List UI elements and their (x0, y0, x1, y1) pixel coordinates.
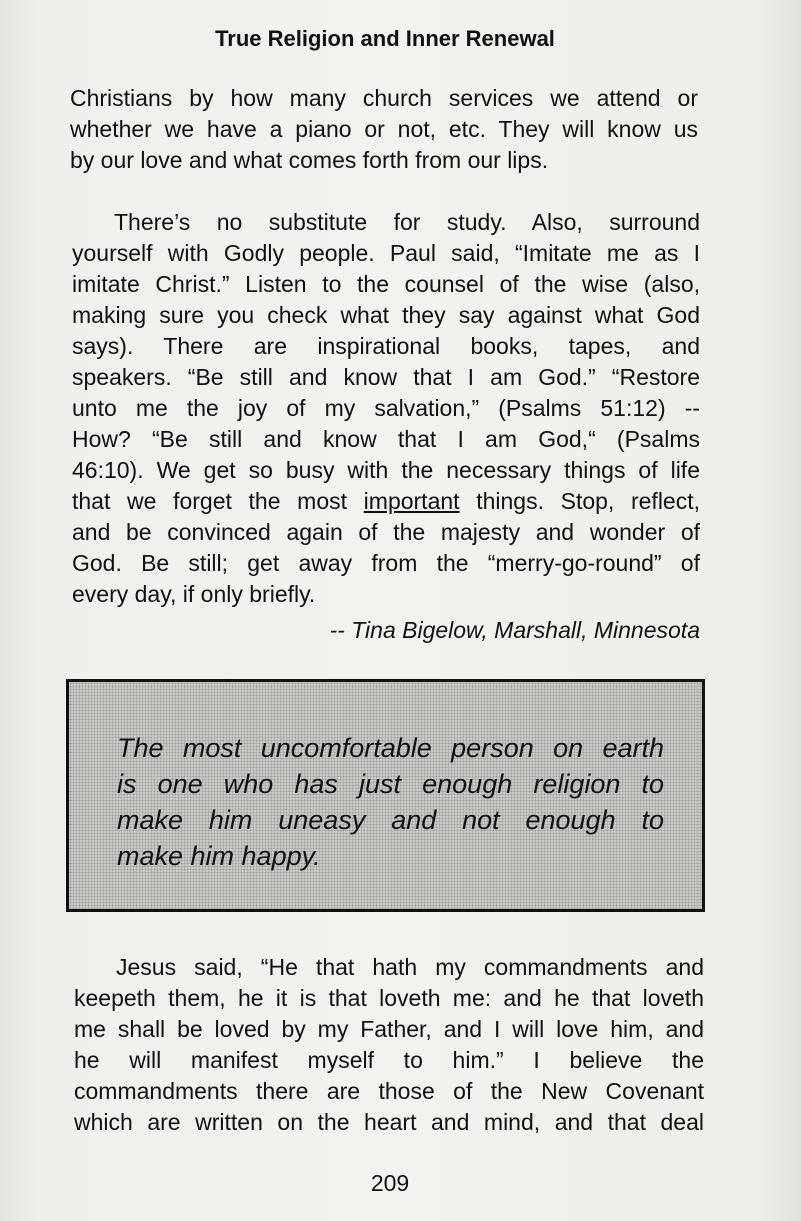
paragraph-1 (70, 83, 698, 176)
text-line: There’s no substitute for study. Also, surround (114, 209, 700, 235)
text-line: and be convinced again of the majesty and wonder of (72, 519, 700, 545)
quote-line: The most uncomfortable person on earth (117, 733, 664, 763)
text-line: commandments there are those of the New Covenant (74, 1078, 704, 1104)
text-line: Christians by how many church services we attend or (70, 85, 698, 111)
text-line: Jesus said, “He that hath my commandments and (116, 954, 704, 980)
quote-box (66, 679, 705, 912)
page-number: 209 (370, 1170, 410, 1196)
text-line: which are written on the heart and mind, and that deal (74, 1109, 704, 1135)
text-line: 46:10). We get so busy with the necessary things of life (72, 457, 700, 483)
text-line: whether we have a piano or not, etc. They will know us (70, 116, 698, 142)
quote-line: make him uneasy and not enough to (117, 805, 664, 835)
text-line: by our love and what comes forth from our lips. (70, 147, 549, 173)
text-line: speakers. “Be still and know that I am God.” “Restore (72, 364, 700, 390)
quote-line: is one who has just enough religion to (117, 769, 664, 799)
text-segment: that we forget the most (72, 488, 348, 514)
text-segment: things. Stop, reflect, (476, 488, 701, 514)
paragraph-2 (72, 207, 700, 610)
text-line: keepeth them, he it is that loveth me: and he that loveth (74, 985, 704, 1011)
attribution: -- Tina Bigelow, Marshall, Minnesota (329, 617, 700, 643)
text-line-with-underline (72, 486, 700, 517)
text-line: me shall be loved by my Father, and I will love him, and (74, 1016, 704, 1042)
paragraph-3 (74, 952, 704, 1138)
text-line: imitate Christ.” Listen to the counsel of the wise (also, (72, 271, 700, 297)
text-line: unto me the joy of my salvation,” (Psalms 51:12) -- (72, 395, 700, 421)
running-title: True Religion and Inner Renewal (215, 26, 555, 51)
quote-text (117, 730, 664, 874)
text-line: every day, if only briefly. (72, 581, 316, 607)
text-line: God. Be still; get away from the “merry-go-round” of (72, 550, 700, 576)
quote-line: make him happy. (117, 841, 321, 871)
text-line: yourself with Godly people. Paul said, “Imitate me as I (72, 240, 700, 266)
text-line: making sure you check what they say against what God (72, 302, 700, 328)
underlined-word: important (363, 488, 460, 514)
text-line: he will manifest myself to him.” I believe the (74, 1047, 704, 1073)
text-line: How? “Be still and know that I am God,“ (Psalms (72, 426, 700, 452)
text-line: says). There are inspirational books, tapes, and (72, 333, 700, 359)
